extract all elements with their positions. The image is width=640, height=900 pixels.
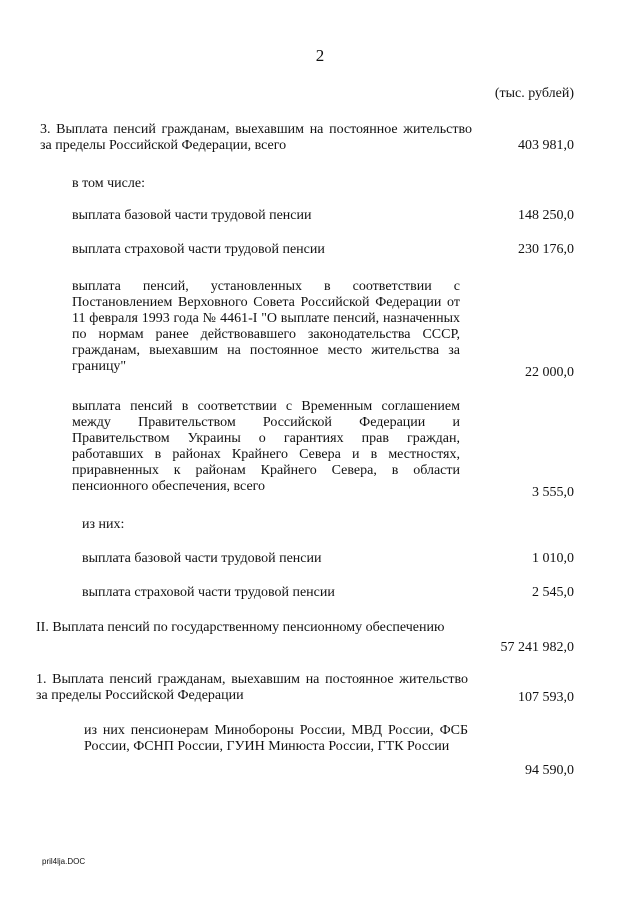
row-text: выплата пенсий, установленных в соответствии с Постановлением Верховного Совета Российской Федерации от 11 февраля 1993 года № 4461-I "О выплате пенсий, назначенных по нормам ранее действовавшего законодательства СССР, гражданам, выехавшим на постоянное место жительства за границу" <box>72 279 460 374</box>
row-text: 3. Выплата пенсий гражданам, выехавшим на постоянное жительство за пределы Российской Федерации, всего <box>40 122 472 153</box>
row-value: 57 241 982,0 <box>500 640 574 655</box>
units-label: (тыс. рублей) <box>494 86 574 101</box>
row-value: 1 010,0 <box>532 551 574 566</box>
row-value: 94 590,0 <box>525 763 574 778</box>
row-value: 403 981,0 <box>518 138 574 153</box>
footer-filename: pril4lja.DOC <box>42 857 86 866</box>
row-text: 1. Выплата пенсий гражданам, выехавшим на постоянное жительство за пределы Российской Федерации <box>36 672 468 703</box>
row-value: 3 555,0 <box>532 485 574 500</box>
row-text: из них пенсионерам Минобороны России, МВД России, ФСБ России, ФСНП России, ГУИН Минюста России, ГТК России <box>84 723 468 754</box>
row-value: 107 593,0 <box>518 690 574 705</box>
page-number: 2 <box>315 46 325 65</box>
row-value: 2 545,0 <box>532 585 574 600</box>
row-text: выплата страховой части трудовой пенсии <box>72 242 325 257</box>
row-text: выплата базовой части трудовой пенсии <box>82 551 322 566</box>
row-text: II. Выплата пенсий по государственному пенсионному обеспечению <box>36 620 445 635</box>
row-text: выплата базовой части трудовой пенсии <box>72 208 312 223</box>
row-value: 230 176,0 <box>518 242 574 257</box>
row-value: 148 250,0 <box>518 208 574 223</box>
row-text: из них: <box>82 517 125 532</box>
row-value: 22 000,0 <box>525 365 574 380</box>
row-text: в том числе: <box>72 176 145 191</box>
row-text: выплата страховой части трудовой пенсии <box>82 585 335 600</box>
row-text: выплата пенсий в соответствии с Временным соглашением между Правительством Российской Федерации и Правительством Украины о гарантиях прав граждан, работавших в районах Крайнего Севера и в местностях, приравненных к районам Крайнего Севера, в области пенсионного обеспечения, всего <box>72 399 460 494</box>
